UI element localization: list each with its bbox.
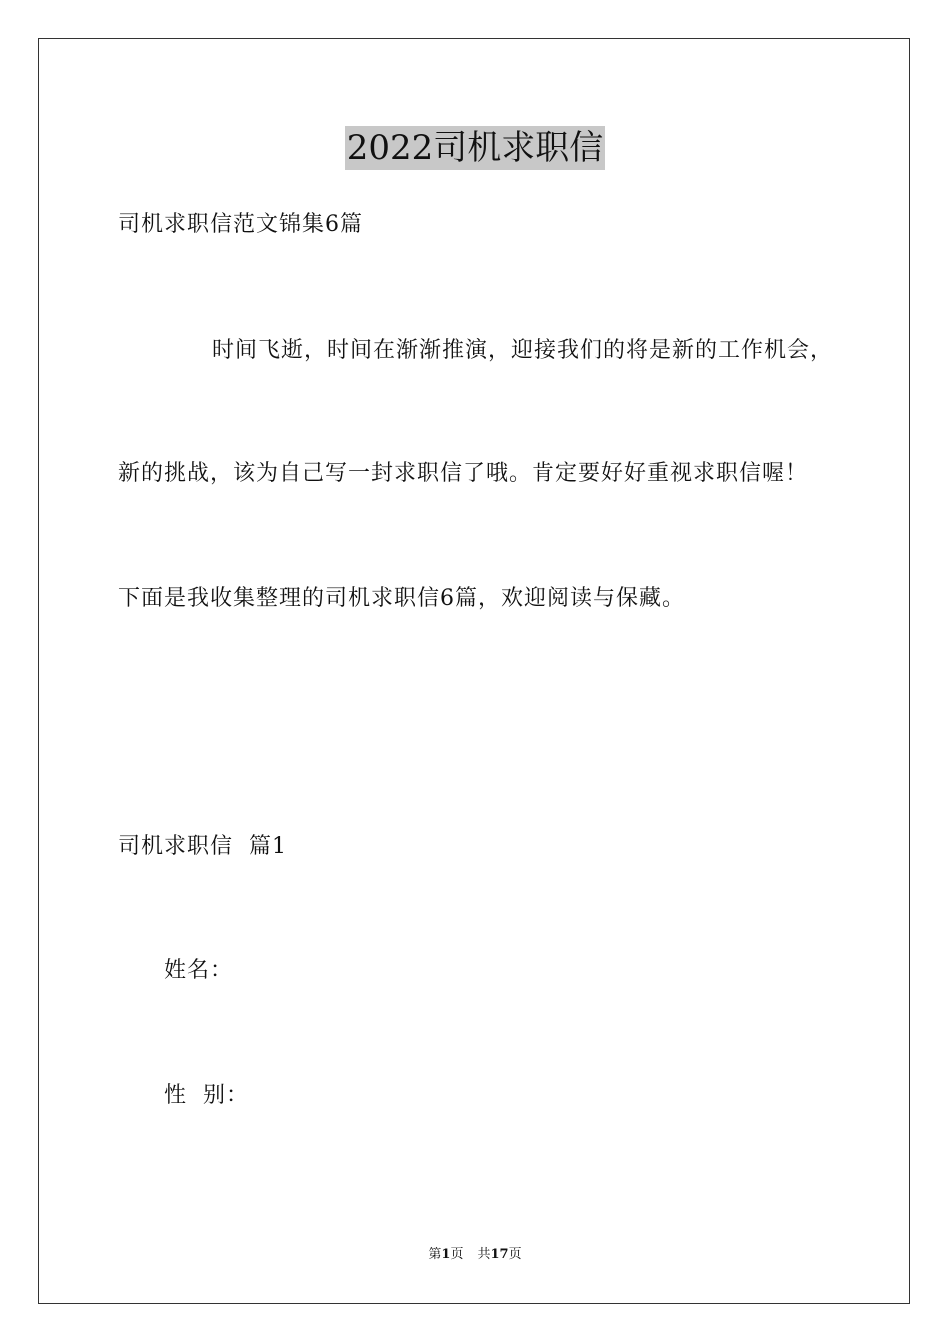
footer-total-pages: 17 xyxy=(490,1247,509,1262)
footer-total-prefix: 共 xyxy=(477,1247,491,1262)
document-subtitle: 司机求职信范文锦集6篇 xyxy=(118,212,363,237)
paragraph-line-3: 下面是我收集整理的司机求职信6篇，欢迎阅读与保藏。 xyxy=(118,586,685,611)
field-name-label: 姓名： xyxy=(164,958,234,983)
document-title: 2022司机求职信 xyxy=(346,128,604,168)
paragraph-line-1: 时间飞逝，时间在渐渐推演，迎接我们的将是新的工作机会， xyxy=(212,338,834,363)
section-heading: 司机求职信 篇1 xyxy=(118,834,287,859)
footer-page-number: 1 xyxy=(441,1247,451,1262)
field-gender-label: 性 别： xyxy=(164,1083,249,1108)
page-footer xyxy=(0,1246,950,1264)
paragraph-line-2: 新的挑战，该为自己写一封求职信了哦。肯定要好好重视求职信喔！ xyxy=(118,461,809,486)
footer-total-unit: 页 xyxy=(508,1247,522,1262)
title-container xyxy=(0,126,950,170)
footer-page-unit: 页 xyxy=(450,1247,464,1262)
footer-page-prefix: 第 xyxy=(428,1247,442,1262)
